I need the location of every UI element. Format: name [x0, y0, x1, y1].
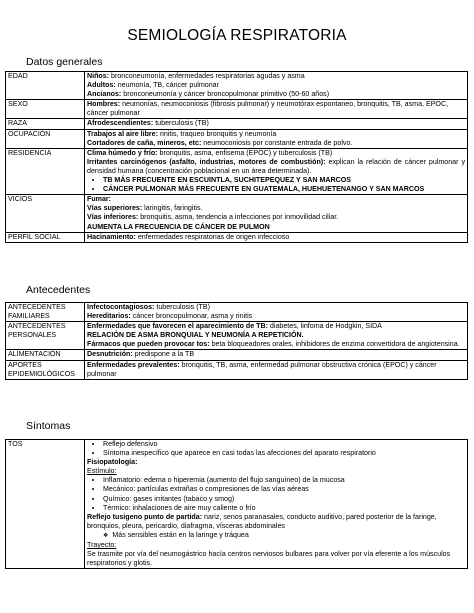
text-fragment: TB MÁS FRECUENTE EN ESCUINTLA, SUCHITEPEQUEZ Y SAN MARCOS — [103, 176, 352, 185]
text-fragment: nariz, senos paranasales, conducto auditivo, pared posterior de la faringe, bronquios, pleura, pericardio, diafragma, vísceras abdominales — [87, 512, 437, 530]
text-fragment: predispone a la TB — [132, 350, 195, 359]
text-fragment: rinitis, traqueo bronquitis y neumonía — [157, 129, 277, 138]
text-fragment: explican la relación de cáncer pulmonar y densidad humana (concentración poblacional en un área determinada). — [87, 157, 465, 175]
text-fragment: Clima húmedo y frío: — [87, 148, 158, 157]
text-fragment: AUMENTA LA FRECUENCIA DE CÁNCER DE PULMON — [87, 222, 270, 231]
text-fragment: Afrodescendientes: — [87, 119, 154, 128]
text-fragment: diabetes, linfoma de Hodgkin, SIDA — [267, 322, 382, 331]
text-fragment: bronconeumonía y cáncer broncopulmonar primitivo (50-60 años) — [121, 90, 330, 99]
text-fragment: tuberculosis (TB) — [154, 303, 210, 311]
text-fragment: tuberculosis (TB) — [153, 119, 209, 128]
text-fragment: laringitis, faringitis. — [142, 204, 203, 213]
list-item: • Térmico: inhalaciones de aire muy caliente o frío — [103, 504, 465, 513]
row-key: APORTES EPIDEMIOLÓGICOS — [6, 360, 85, 379]
row-value — [85, 148, 468, 194]
text-fragment: CÁNCER PULMONAR MÁS FRECUENTE EN GUATEMALA, HUEHUETENANGO Y SAN MARCOS — [103, 185, 425, 194]
list-item: • Síntoma inespecífico que aparece en casi todas las afecciones del aparato respiratorio — [103, 449, 465, 458]
table-row-familiares — [6, 303, 468, 322]
table-row-sexo — [6, 100, 468, 119]
text-fragment: neumonías, neumoconiosis (fibrosis pulmonar) y neumotórax espontaneo, bronquitis, TB, asma, EPOC, cáncer pulmonar — [87, 100, 449, 118]
text-fragment: Hereditarios: — [87, 312, 131, 321]
list-item: • Reflejo defensivo — [103, 440, 465, 449]
row-value — [85, 72, 468, 100]
row-key: ANTECEDENTES PERSONALES — [6, 322, 85, 350]
text-fragment: beta bloqueadores orales, inhibidores de enzima convertidora de angiotensina. — [209, 340, 460, 349]
row-value — [85, 129, 468, 148]
text-fragment: Infectocontagiosos: — [87, 303, 155, 311]
table-row-edad — [6, 72, 468, 100]
row-value — [85, 119, 468, 129]
row-value — [85, 360, 468, 379]
text-fragment: Estímulo: — [87, 467, 117, 476]
row-key: VICIOS — [6, 195, 85, 232]
text-fragment: Hacinamiento: — [87, 232, 136, 241]
row-key: SEXO — [6, 100, 85, 119]
list-item: • Mecánico: partículas extrañas o compresiones de las vías aéreas — [103, 485, 465, 494]
page-title: SEMIOLOGÍA RESPIRATORIA — [127, 27, 347, 44]
text-fragment: Trayecto: — [87, 541, 117, 550]
text-fragment: neumonía, TB, cáncer pulmonar — [115, 81, 219, 90]
section-heading-antecedentes: Antecedentes — [26, 284, 91, 296]
row-value — [85, 350, 468, 360]
datos-generales-table — [5, 71, 468, 243]
text-fragment: bronquitis, asma, tendencia a infecciones por inmovilidad ciliar. — [138, 213, 339, 222]
section-heading-datos: Datos generales — [26, 56, 103, 68]
row-value — [85, 303, 468, 322]
text-fragment: Vías inferiores: — [87, 213, 139, 222]
sintomas-table — [5, 439, 468, 569]
table-row-epidemiologicos — [6, 360, 468, 379]
text-fragment: RELACIÓN DE ASMA BRONQUIAL Y NEUMONÍA A REPETICIÓN. — [87, 331, 304, 340]
row-key: PERFIL SOCIAL — [6, 232, 85, 242]
row-key: EDAD — [6, 72, 85, 100]
text-fragment: Niños: — [87, 72, 110, 80]
row-key: ALIMENTACIÓN — [6, 350, 85, 360]
row-value — [85, 195, 468, 232]
row-key: RAZA — [6, 119, 85, 129]
text-fragment: Se trasmite por vía del neumogástrico hacía centros nerviosos bulbares para volver por vía eferente a los músculos respiratorios y glotis. — [87, 550, 451, 568]
table-row-perfil — [6, 232, 468, 242]
row-value — [85, 440, 468, 569]
table-row-raza — [6, 119, 468, 129]
antecedentes-table — [5, 302, 468, 380]
list-item — [103, 185, 465, 194]
text-fragment: Ancianos: — [87, 90, 122, 99]
text-fragment: Fumar: — [87, 195, 112, 204]
text-fragment: Enfermedades prevalentes: — [87, 360, 180, 369]
text-fragment: Fisiopatología: — [87, 458, 138, 467]
row-key: OCUPACIÓN — [6, 129, 85, 148]
row-value — [85, 322, 468, 350]
table-row-residencia — [6, 148, 468, 194]
list-item: • Inflamatorio: edema o hiperemia (aumento del flujo sanguíneo) de la mucosa — [103, 476, 465, 485]
text-fragment: Enfermedades que favorecen el aparecimiento de TB: — [87, 322, 268, 331]
table-row-ocupacion — [6, 129, 468, 148]
text-fragment: Reflejo tusígeno punto de partida: — [87, 512, 203, 521]
row-value — [85, 232, 468, 242]
text-fragment: Desnutrición: — [87, 350, 133, 359]
list-item: ❖ Más sensibles están en la laringe y tráquea — [103, 531, 465, 541]
section-heading-sintomas: Síntomas — [26, 420, 71, 432]
text-fragment: Fármacos que pueden provocar tos: — [87, 340, 210, 349]
row-value — [85, 100, 468, 119]
text-fragment: Vías superiores: — [87, 204, 143, 213]
table-row-alimentacion — [6, 350, 468, 360]
text-fragment: cáncer broncopulmonar, asma y rinitis — [130, 312, 253, 321]
table-row-tos — [6, 440, 468, 569]
list-item — [103, 176, 465, 185]
text-fragment: neumoconiosis por constante entrada de polvo. — [201, 138, 353, 147]
text-fragment: Hombres: — [87, 100, 121, 109]
text-fragment: bronquitis, asma, enfisema (EPOC) y tuberculosis (TB) — [157, 148, 333, 157]
text-fragment: bronconeumonía, enfermedades respiratorias agudas y asma — [109, 72, 305, 80]
list-item: • Químico: gases irritantes (tabaco y smog) — [103, 495, 465, 504]
text-fragment: Cortadores de caña, mineros, etc: — [87, 138, 202, 147]
row-key: TOS — [6, 440, 85, 569]
text-fragment: Irritantes carcinógenos (asfalto, industrias, motores de combustión): — [87, 157, 326, 166]
row-key: RESIDENCIA — [6, 148, 85, 194]
text-fragment: Trabajos al aire libre: — [87, 129, 158, 138]
row-key: ANTECEDENTES FAMILIARES — [6, 303, 85, 322]
text-fragment: Adultos: — [87, 81, 116, 90]
text-fragment: enfermedades respiratorias de origen infeccioso — [135, 232, 290, 241]
text-fragment: bronquitis, TB, asma, enfermedad pulmonar obstructiva crónica (EPOC) y cáncer pulmonar — [87, 360, 437, 378]
table-row-vicios — [6, 195, 468, 232]
table-row-personales — [6, 322, 468, 350]
